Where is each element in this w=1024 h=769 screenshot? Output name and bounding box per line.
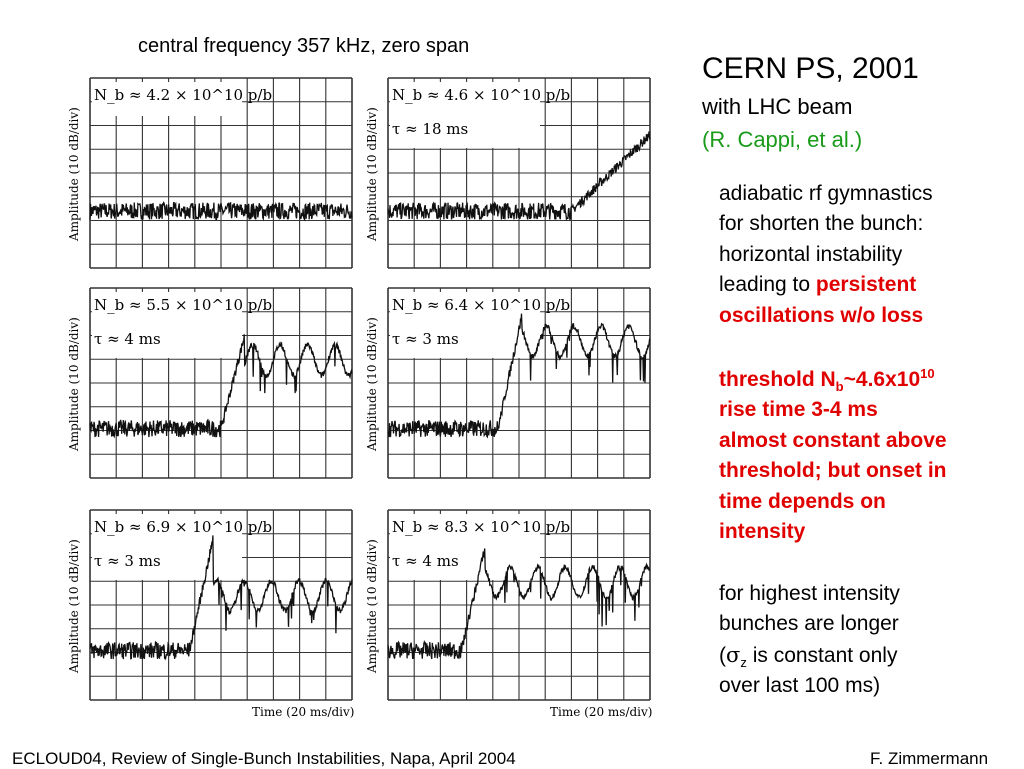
rise-time-label: τ ≈ 3 ms [392,330,459,348]
intensity-label: N_b ≈ 4.2 × 10^10 p/b [94,86,273,104]
intensity-label: N_b ≈ 5.5 × 10^10 p/b [94,296,273,314]
footer-author: F. Zimmermann [870,749,989,768]
findings-line: threshold; but onset in [719,459,947,483]
spectrum-panel [67,78,352,268]
spectrum-panel [365,510,650,700]
highlight-line: oscillations w/o loss [719,303,924,327]
y-axis-label: Amplitude (10 dB/div) [365,107,379,241]
sigma-subscript: z [740,655,747,670]
footer-conference: ECLOUD04, Review of Single-Bunch Instabilities, Napa, April 2004 [12,749,516,768]
intensity-label: N_b ≈ 8.3 × 10^10 p/b [392,518,571,536]
findings-line: time depends on [719,489,886,513]
slide-title: CERN PS, 2001 [702,52,919,85]
sigma-symbol: σ [726,642,741,667]
description-line [719,270,1009,300]
threshold-exponent: 10 [920,366,935,381]
findings-line: intensity [719,520,806,544]
description-block [719,179,1009,331]
intensity-label: N_b ≈ 6.4 × 10^10 p/b [392,296,571,314]
note-line [719,640,1009,671]
threshold-line [719,365,1019,395]
figure-caption: central frequency 357 kHz, zero span [138,35,470,57]
description-line: horizontal instability [719,242,903,266]
note-line: over last 100 ms) [719,674,881,698]
description-line: for shorten the bunch: [719,212,924,236]
findings-block [719,365,1019,547]
spectrum-panel [365,78,650,268]
findings-line: almost constant above [719,428,947,452]
note-text: is constant only [746,643,898,667]
description-line: adiabatic rf gymnastics [719,182,933,205]
note-line: for highest intensity [719,582,900,605]
rise-time-label: τ ≈ 4 ms [392,552,459,570]
spectrum-panel [67,288,352,478]
rise-time-label: τ ≈ 3 ms [94,552,161,570]
x-axis-label: Time (20 ms/div) [550,705,653,719]
note-line: bunches are longer [719,612,899,636]
y-axis-label: Amplitude (10 dB/div) [67,539,81,673]
threshold-text: threshold N [719,368,836,391]
y-axis-label: Amplitude (10 dB/div) [365,539,379,673]
rise-time-line: rise time 3-4 ms [719,398,878,422]
note-text: ( [719,643,726,667]
spectrum-panel [365,288,650,478]
y-axis-label: Amplitude (10 dB/div) [365,317,379,451]
rise-time-label: τ ≈ 4 ms [94,330,161,348]
y-axis-label: Amplitude (10 dB/div) [67,317,81,451]
x-axis-label: Time (20 ms/div) [252,705,355,719]
authors-credit: (R. Cappi, et al.) [702,127,863,152]
intensity-label: N_b ≈ 6.9 × 10^10 p/b [94,518,273,536]
spectrum-panel [67,510,352,700]
rise-time-label: τ ≈ 18 ms [392,120,469,138]
threshold-subscript: b [835,379,844,395]
intensity-label: N_b ≈ 4.6 × 10^10 p/b [392,86,571,104]
highlight-text: persistent [815,273,917,297]
y-axis-label: Amplitude (10 dB/div) [67,107,81,241]
slide-subtitle: with LHC beam [702,94,853,119]
description-text: leading to [719,273,816,297]
threshold-value: ~4.6x10 [843,368,921,391]
note-block [719,579,1009,702]
